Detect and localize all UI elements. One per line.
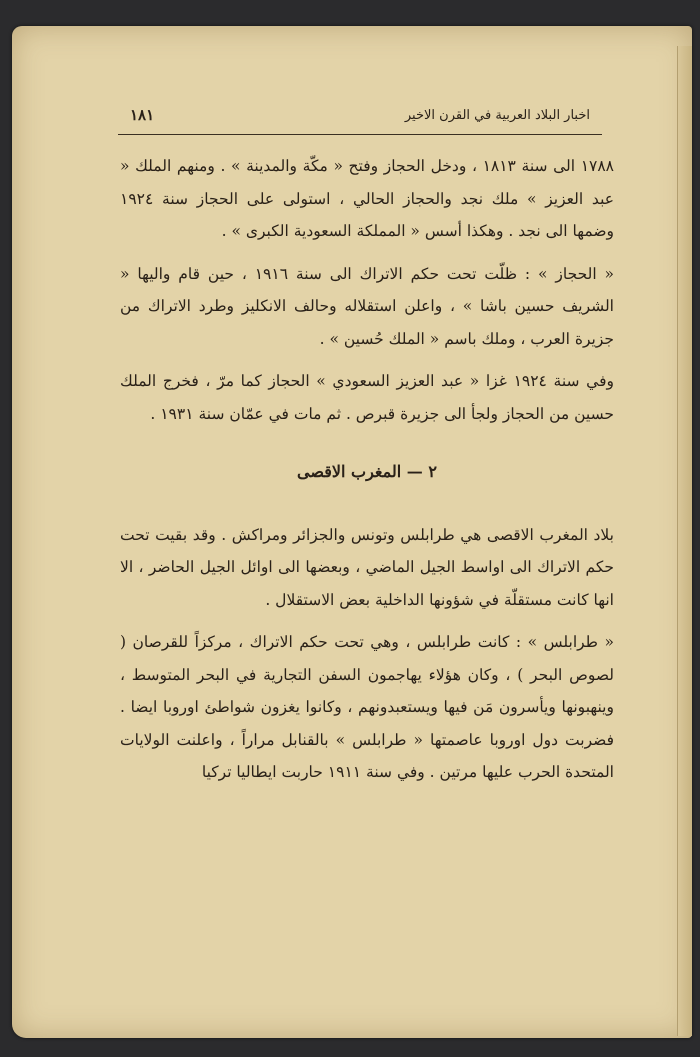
page-number: ١٨١ [130, 106, 155, 124]
paragraph: بلاد المغرب الاقصى هي طرابلس وتونس والجزائر ومراكش . وقد بقيت تحت حكم الاتراك الى اواسط الجيل الماضي ، وبعضها الى اوائل الجيل الحاضر ، الا انها كانت مستقلّة في شؤونها الداخلية بعض الاستقلال . [120, 525, 614, 609]
page-edge [677, 46, 692, 1036]
paragraph: وفي سنة ١٩٢٤ غزا « عبد العزيز السعودي » الحجاز كما مرّ ، فخرج الملك حسين من الحجاز ولجأ الى جزيرة قبرص . ثم مات في عمّان سنة ١٩٣١ . [120, 372, 614, 423]
section-heading: ٢ — المغرب الاقصى [297, 462, 437, 481]
running-title: اخبار البلاد العربية في القرن الاخير [404, 108, 590, 123]
page-header [118, 94, 602, 135]
paragraph: ١٧٨٨ الى سنة ١٨١٣ ، ودخل الحجاز وفتح « مكّة والمدينة » . ومنهم الملك « عبد العزيز » ملك نجد والحجاز الحالي ، استولى على الحجاز سنة ١٩٢٤ وضمها الى نجد . وهكذا أسس « المملكة السعودية الكبرى » . [120, 157, 614, 240]
body-text [120, 150, 614, 799]
paragraph: « طرابلس » : كانت طرابلس ، وهي تحت حكم الاتراك ، مركزاً للقرصان ( لصوص البحر ) ، وكان هؤلاء يهاجمون السفن التجارية في البحر المتوسط ، وينهبونها ويأسرون مَن فيها ويستعبدونهم ، وكانوا يغزون شواطئ اوروبا ايضا . فضربت دول اوروبا عاصمتها « طرابلس » بالقنابل مراراً ، واعلنت الولايات المتحدة الحرب عليها مرتين . وفي سنة ١٩١١ حاربت ايطاليا تركيا [120, 633, 614, 781]
paragraph: « الحجاز » : ظلّت تحت حكم الاتراك الى سنة ١٩١٦ ، حين قام واليها « الشريف حسين باشا » ، واعلن استقلاله وحالف الانكليز وطرد الاتراك من جزيرة العرب ، وملك باسم « الملك حُسين » . [120, 264, 614, 348]
